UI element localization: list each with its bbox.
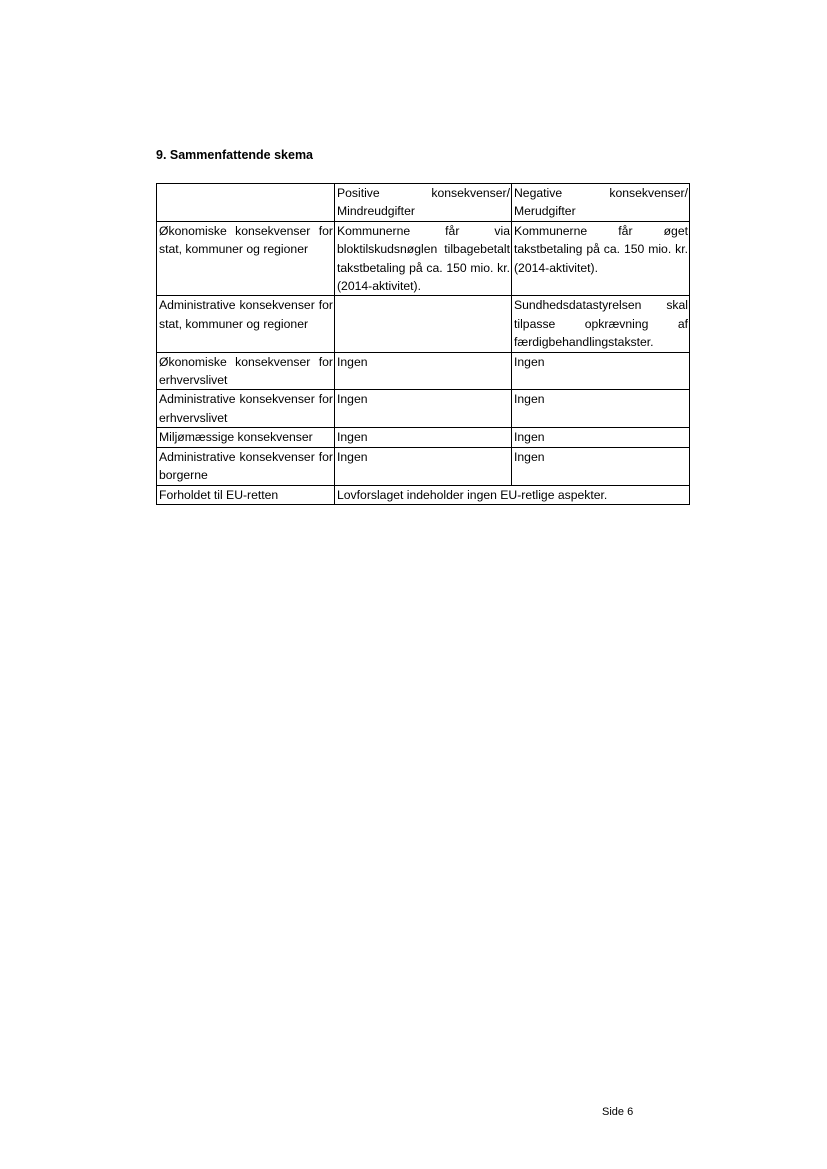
row-positive-cell: Ingen: [335, 447, 512, 485]
row-positive-cell: Kommunerne får via bloktilskudsnøglen tilbagebetalt takstbetaling på ca. 150 mio. kr. (2014-aktivitet).: [335, 221, 512, 296]
header-positive-cell: Positive konsekvenser/ Mindreudgifter: [335, 184, 512, 222]
summary-table: [156, 183, 690, 505]
row-label-cell: Administrative konsekvenser for erhvervslivet: [157, 390, 335, 428]
row-positive-cell: Ingen: [335, 390, 512, 428]
row-negative-cell: Ingen: [512, 390, 690, 428]
row-negative-cell: Kommunerne får øget takstbetaling på ca. 150 mio. kr. (2014-aktivitet).: [512, 221, 690, 296]
row-positive-cell: [335, 296, 512, 352]
row-negative-cell: Ingen: [512, 447, 690, 485]
row-positive-cell: Ingen: [335, 428, 512, 447]
row-label-cell: Administrative konsekvenser for stat, kommuner og regioner: [157, 296, 335, 352]
table-header-row: [157, 184, 690, 222]
header-empty-cell: [157, 184, 335, 222]
eu-text-cell: Lovforslaget indeholder ingen EU-retlige aspekter.: [335, 485, 690, 504]
row-label-cell: Administrative konsekvenser for borgerne: [157, 447, 335, 485]
row-negative-cell: Ingen: [512, 428, 690, 447]
row-label-cell: Økonomiske konsekvenser for erhvervslivet: [157, 352, 335, 390]
page-number: Side 6: [602, 1106, 634, 1118]
eu-label-cell: Forholdet til EU-retten: [157, 485, 335, 504]
row-label-cell: Miljømæssige konsekvenser: [157, 428, 335, 447]
table-row: [157, 221, 690, 296]
row-negative-cell: Sundhedsdatastyrelsen skal tilpasse opkrævning af færdigbehandlingstakster.: [512, 296, 690, 352]
table-row: [157, 447, 690, 485]
table-row: [157, 390, 690, 428]
table-row-eu: [157, 485, 690, 504]
table-row: [157, 428, 690, 447]
row-negative-cell: Ingen: [512, 352, 690, 390]
section-heading: 9. Sammenfattende skema: [156, 148, 314, 162]
header-negative-cell: Negative konsekvenser/ Merudgifter: [512, 184, 690, 222]
table-row: [157, 296, 690, 352]
row-label-cell: Økonomiske konsekvenser for stat, kommuner og regioner: [157, 221, 335, 296]
table-row: [157, 352, 690, 390]
row-positive-cell: Ingen: [335, 352, 512, 390]
